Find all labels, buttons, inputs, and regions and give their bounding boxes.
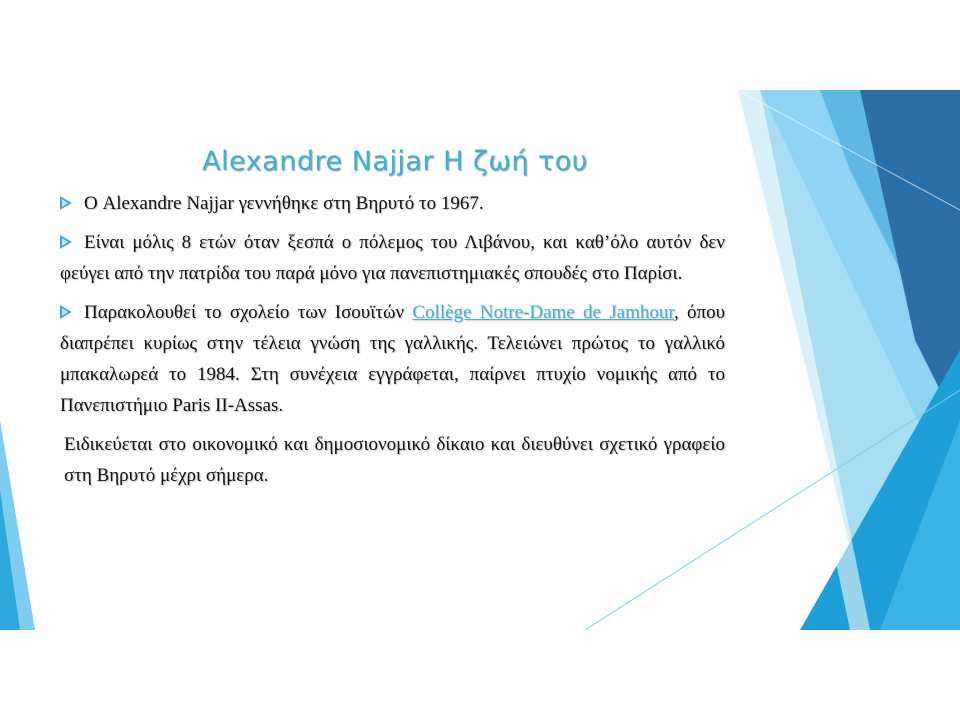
paragraph-text: Ο Alexandre Najjar γεννήθηκε στη Βηρυτό το 1967. (84, 193, 484, 214)
slide-title: Alexandre Najjar Η ζωή του (202, 146, 588, 177)
paragraph-text: Ειδικεύεται στο οικονομικό και δημοσιονομικό δίκαιο και διευθύνει σχετικό γραφείο στη Βηρυτό μέχρι σήμερα. (64, 434, 725, 486)
college-link[interactable]: Collège Notre-Dame de Jamhour (412, 302, 674, 323)
arrow-bullet-icon (60, 305, 72, 319)
paragraph-text: Είναι μόλις 8 ετών όταν ξεσπά ο πόλεμος του Λιβάνου, και καθ’όλο αυτόν δεν φεύγει από την πατρίδα του παρά μόνο για πανεπιστημιακές σπουδές στο Παρίσι. (60, 232, 725, 284)
arrow-bullet-icon (60, 235, 72, 249)
paragraph-text: Παρακολουθεί το σχολείο των Ισουϊτών (84, 302, 413, 323)
paragraph-education (60, 297, 725, 421)
paragraph-birth (60, 188, 725, 219)
paragraph-war (60, 227, 725, 289)
slide (0, 90, 960, 630)
arrow-bullet-icon (60, 196, 72, 210)
paragraph-career (60, 429, 725, 491)
paragraph-text: , όπου διαπρέπει κυρίως στην τέλεια γνώση της γαλλικής. Τελειώνει πρώτος το γαλλικό μπακαλωρεά το 1984. Στη συνέχεια εγγράφεται, παίρνει πτυχίο νομικής από το Πανεπιστήμιο Paris II-Assas. (60, 302, 726, 416)
slide-body (60, 188, 725, 499)
